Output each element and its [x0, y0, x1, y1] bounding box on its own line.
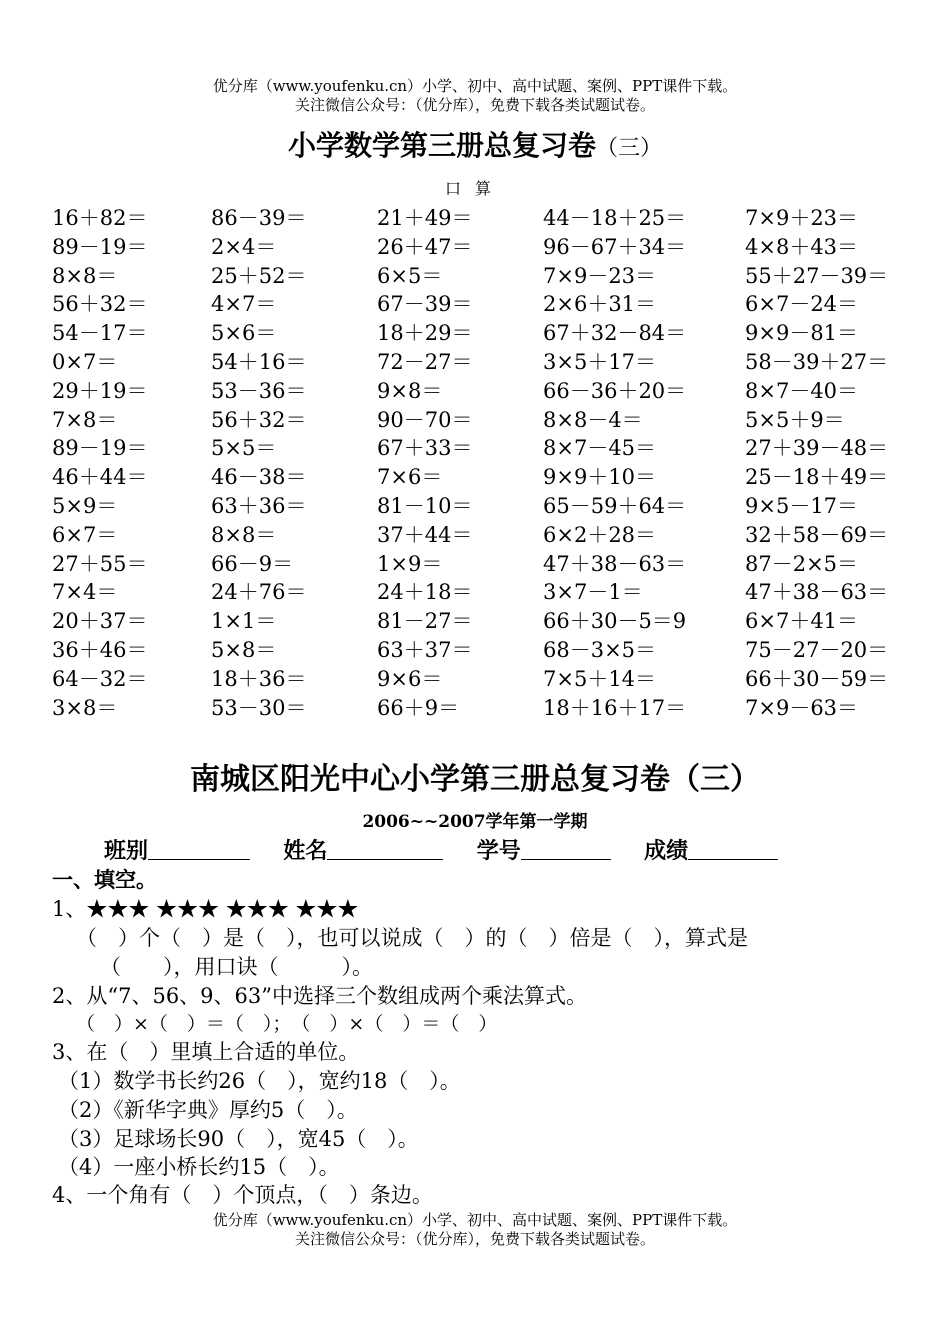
oral-problem: 68－3×5＝ [543, 637, 657, 662]
oral-problem: 6×7－24＝ [745, 292, 859, 317]
oral-problem: 0×7＝ [52, 349, 118, 374]
oral-problem: 6×7＋41＝ [745, 609, 859, 634]
oral-problem: 7×5＋14＝ [543, 666, 657, 691]
title-oral-main: 小学数学第三册总复习卷 [287, 129, 596, 162]
oral-problem: 67＋33＝ [377, 436, 473, 461]
oral-problem: 47＋38－63＝ [745, 580, 889, 605]
oral-problem: 1×1＝ [211, 609, 277, 634]
oral-row [52, 204, 912, 233]
oral-problem: 21＋49＝ [377, 206, 473, 230]
q1-stars-line [52, 895, 358, 923]
oral-problem: 67＋32－84＝ [543, 321, 687, 346]
footer-line-1: 优分库（www.youfenku.cn）小学、初中、高中试题、案例、PPT课件下载。 [212, 1211, 738, 1229]
oral-problem: 66＋9＝ [377, 695, 460, 720]
q3-text: 3、在（ ）里填上合适的单位。 [52, 1040, 360, 1064]
oral-problem: 46－38＝ [211, 465, 307, 490]
oral-problem: 5×6＝ [211, 321, 277, 346]
oral-problem: 53－36＝ [211, 378, 307, 403]
oral-problem: 81－27＝ [377, 609, 473, 634]
score-blank[interactable] [688, 837, 778, 860]
oral-problem: 3×5＋17＝ [543, 349, 657, 374]
oral-problem: 64－32＝ [52, 666, 148, 691]
oral-problem: 18＋36＝ [211, 666, 307, 691]
oral-row [52, 406, 912, 435]
oral-problem: 2×4＝ [211, 234, 277, 259]
oral-row [52, 521, 912, 550]
oral-problem: 8×7－45＝ [543, 436, 657, 461]
oral-problem: 1×9＝ [377, 551, 443, 576]
oral-row [52, 434, 912, 463]
oral-problem: 46＋44＝ [52, 465, 148, 490]
oral-row [52, 348, 912, 377]
title-oral-paren: （三） [596, 136, 663, 161]
oral-row [52, 319, 912, 348]
oral-problem: 27＋39－48＝ [745, 436, 889, 461]
oral-problem: 20＋37＝ [52, 609, 148, 634]
oral-problem: 24＋76＝ [211, 580, 307, 605]
oral-problem: 3×8＝ [52, 695, 118, 720]
oral-problem: 5×5＝ [211, 436, 277, 461]
oral-problem: 86－39＝ [211, 206, 307, 230]
oral-problem: 66－9＝ [211, 551, 294, 576]
section-fill-blank: 一、填空。 [52, 867, 157, 892]
oral-problem: 47＋38－63＝ [543, 551, 687, 576]
oral-problem: 7×9－23＝ [543, 263, 657, 288]
header-bottom [0, 1211, 950, 1249]
oral-problem: 24＋18＝ [377, 580, 473, 605]
score-label: 成绩 [644, 838, 689, 864]
oral-problem: 7×8＝ [52, 407, 118, 432]
oral-problem: 7×6＝ [377, 465, 443, 490]
oral-problem: 5×8＝ [211, 637, 277, 662]
oral-arithmetic-grid [52, 204, 912, 722]
oral-problem: 66＋30－59＝ [745, 666, 889, 691]
oral-problem: 8×7－40＝ [745, 378, 859, 403]
oral-problem: 16＋82＝ [52, 206, 148, 230]
oral-row [52, 290, 912, 319]
oral-problem: 44－18＋25＝ [543, 206, 687, 230]
oral-problem: 8×8＝ [211, 522, 277, 547]
oral-row [52, 262, 912, 291]
q2-text: 2、从“7、56、9、63”中选择三个数组成两个乘法算式。 [52, 984, 587, 1008]
oral-row [52, 607, 912, 636]
oral-problem: 9×6＝ [377, 666, 443, 691]
oral-problem: 18＋29＝ [377, 321, 473, 346]
oral-row [52, 694, 912, 723]
oral-problem: 4×7＝ [211, 292, 277, 317]
oral-problem: 9×9＋10＝ [543, 465, 657, 490]
oral-problem: 66－36＋20＝ [543, 378, 687, 403]
q1-line-2: （ ），用口诀（ ）。 [100, 955, 373, 979]
oral-problem: 87－2×5＝ [745, 551, 859, 576]
id-blank[interactable] [521, 837, 611, 860]
q3-item-4: （4）一座小桥长约15（ ）。 [58, 1155, 340, 1179]
oral-problem: 27＋55＝ [52, 551, 148, 576]
oral-problem: 6×5＝ [377, 263, 443, 288]
star-icon: ★★★ ★★★ ★★★ ★★★ [86, 897, 359, 921]
oral-problem: 36＋46＝ [52, 637, 148, 662]
oral-problem: 55＋27－39＝ [745, 263, 889, 288]
oral-problem: 8×8＝ [52, 263, 118, 288]
oral-problem: 58－39＋27＝ [745, 349, 889, 374]
oral-problem: 5×5＋9＝ [745, 407, 845, 432]
oral-problem: 29＋19＝ [52, 378, 148, 403]
id-label: 学号 [476, 838, 521, 864]
oral-row [52, 550, 912, 579]
oral-problem: 7×4＝ [52, 580, 118, 605]
q3-item-2: （2）《新华字典》厚约5（ ）。 [58, 1098, 358, 1122]
oral-problem: 63＋36＝ [211, 493, 307, 518]
footer-line-2: 关注微信公众号：（优分库），免费下载各类试题试卷。 [294, 1230, 655, 1248]
oral-problem: 67－39＝ [377, 292, 473, 317]
term-label: 2006~~2007学年第一学期 [362, 812, 588, 832]
oral-problem: 66＋30－5＝9 [543, 609, 687, 634]
header-line-2: 关注微信公众号：（优分库），免费下载各类试题试卷。 [294, 96, 655, 114]
oral-problem: 32＋58－69＝ [745, 522, 889, 547]
oral-problem: 54＋16＝ [211, 349, 307, 374]
oral-problem: 5×9＝ [52, 493, 118, 518]
student-info-row [104, 836, 778, 866]
oral-problem: 9×9－81＝ [745, 321, 859, 346]
name-blank[interactable] [327, 837, 443, 860]
oral-problem: 37＋44＝ [377, 522, 473, 547]
section-oral-heading: 口算 [444, 179, 505, 198]
oral-problem: 8×8－4＝ [543, 407, 643, 432]
oral-problem: 3×7－1＝ [543, 580, 643, 605]
oral-problem: 9×8＝ [377, 378, 443, 403]
header-top [0, 77, 950, 115]
oral-row [52, 463, 912, 492]
oral-problem: 56＋32＝ [52, 292, 148, 317]
oral-problem: 7×9＋23＝ [745, 206, 859, 230]
oral-problem: 89－19＝ [52, 436, 148, 461]
header-line-1: 优分库（www.youfenku.cn）小学、初中、高中试题、案例、PPT课件下载。 [212, 77, 738, 95]
q3-item-1: （1）数学书长约26（ ），宽约18（ ）。 [58, 1069, 461, 1093]
q4-text: 4、一个角有（ ）个顶点，（ ）条边。 [52, 1183, 433, 1207]
oral-problem: 56＋32＝ [211, 407, 307, 432]
oral-problem: 81－10＝ [377, 493, 473, 518]
oral-problem: 4×8＋43＝ [745, 234, 859, 259]
class-blank[interactable] [148, 837, 250, 860]
q1-line-1: （ ）个（ ）是（ ），也可以说成（ ）的（ ）倍是（ ），算式是 [76, 926, 748, 950]
oral-row [52, 665, 912, 694]
oral-problem: 53－30＝ [211, 695, 307, 720]
name-label: 姓名 [283, 838, 328, 864]
class-label: 班别 [104, 838, 149, 864]
oral-problem: 26＋47＝ [377, 234, 473, 259]
oral-row [52, 492, 912, 521]
oral-problem: 63＋37＝ [377, 637, 473, 662]
oral-problem: 7×9－63＝ [745, 695, 859, 720]
q1-number: 1、 [52, 897, 87, 921]
oral-problem: 6×7＝ [52, 522, 118, 547]
q2-line: （ ）×（ ）＝（ ）； （ ）×（ ）＝（ ） [76, 1013, 498, 1035]
oral-problem: 96－67＋34＝ [543, 234, 687, 259]
oral-problem: 2×6＋31＝ [543, 292, 657, 317]
title-oral-review [0, 128, 950, 167]
oral-problem: 25－18＋49＝ [745, 465, 889, 490]
oral-row [52, 233, 912, 262]
oral-problem: 65－59＋64＝ [543, 493, 687, 518]
oral-problem: 75－27－20＝ [745, 637, 889, 662]
q3-item-3: （3）足球场长90（ ），宽45（ ）。 [58, 1127, 419, 1151]
oral-problem: 25＋52＝ [211, 263, 307, 288]
oral-problem: 90－70＝ [377, 407, 473, 432]
oral-row [52, 578, 912, 607]
oral-problem: 6×2＋28＝ [543, 522, 657, 547]
oral-problem: 9×5－17＝ [745, 493, 859, 518]
oral-row [52, 636, 912, 665]
oral-problem: 72－27＝ [377, 349, 473, 374]
oral-problem: 89－19＝ [52, 234, 148, 259]
oral-problem: 54－17＝ [52, 321, 148, 346]
oral-problem: 18＋16＋17＝ [543, 695, 687, 720]
oral-row [52, 377, 912, 406]
title-school-exam: 南城区阳光中心小学第三册总复习卷（三） [190, 762, 760, 797]
